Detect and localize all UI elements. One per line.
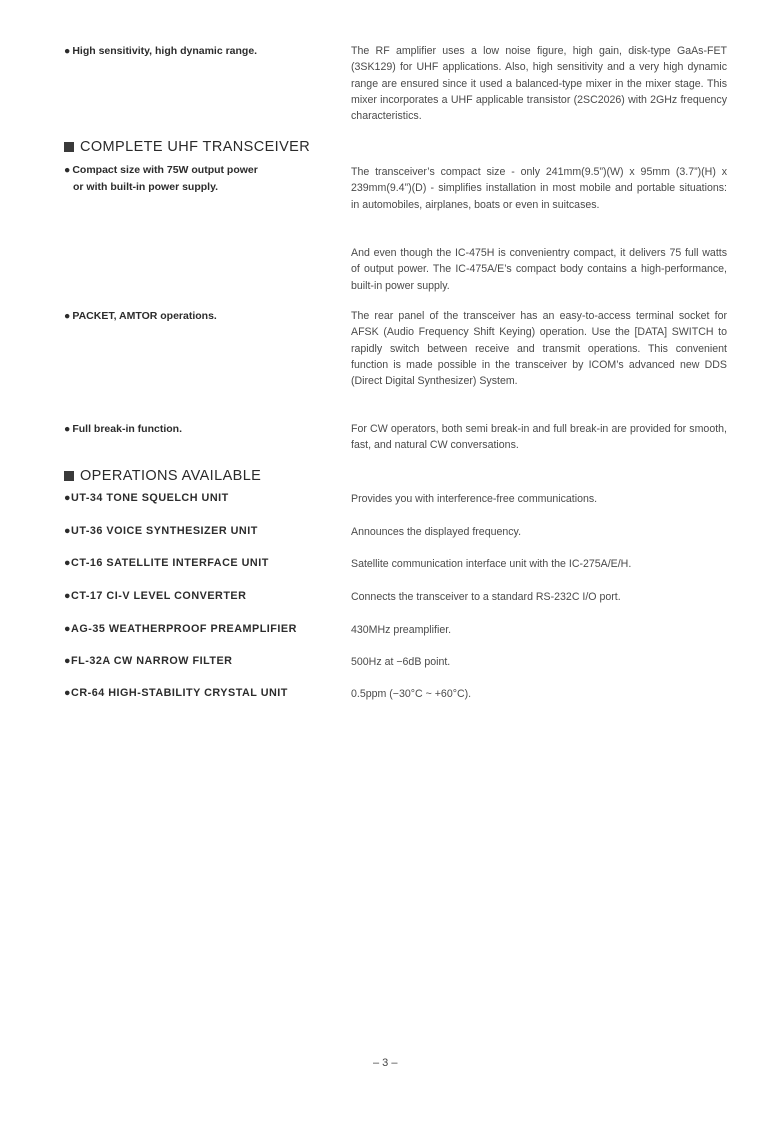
bullet-icon: ● xyxy=(64,310,71,322)
feature-compact-text-2: And even though the IC-475H is convenientry compact, it delivers 75 full watts of output power. The IC-475A/E’s compact body contains a high-performance, built-in power supply. xyxy=(351,247,727,292)
section-heading-transceiver: COMPLETE UHF TRANSCEIVER xyxy=(64,139,310,155)
list-item-desc: 500Hz at −6dB point. xyxy=(351,656,451,668)
feature-sensitivity-text: The RF amplifier uses a low noise figure, high gain, disk-type GaAs-FET (3SK129) for UHF applications. Also, high sensitivity and a very high dynamic range are ensured since it used a balanced-type mixer in the mixer stage. This mixer incorporates a UHF applicable transistor (2SC2026) with 2GHz frequency characteristics. xyxy=(351,45,727,123)
square-bullet-icon xyxy=(64,142,74,152)
feature-compact-text: The transceiver’s compact size - only 241mm(9.5”)(W) x 95mm (3.7”)(H) x 239mm(9.4”)(D) - simplifies installation in most mobile and portable situations: in automobiles, airplanes, boats or even in suitcases. xyxy=(351,166,727,211)
list-item-desc: Connects the transceiver to a standard RS-232C I/O port. xyxy=(351,591,621,603)
list-item-desc: 430MHz preamplifier. xyxy=(351,624,452,636)
list-item: ●CT-16 SATELLITE INTERFACE UNIT xyxy=(64,557,269,569)
list-item: ●UT-36 VOICE SYNTHESIZER UNIT xyxy=(64,525,258,537)
bullet-icon: ● xyxy=(64,590,72,602)
bullet-icon: ● xyxy=(64,164,71,176)
bullet-icon: ● xyxy=(64,45,71,57)
page-number: – 3 – xyxy=(373,1057,398,1069)
feature-packet-text: The rear panel of the transceiver has an easy-to-access terminal socket for AFSK (Audio Frequency Shift Keying) operation. Use the [DATA] SWITCH to rapidly switch between receive and transmit operations. This convenient function is made possible in the transceiver by ICOM’s advanced new DDS (Direct Digital Synthesizer) System. xyxy=(351,310,727,388)
feature-breakin-label: ● Full break-in function. xyxy=(64,423,183,435)
list-item-desc: Satellite communication interface unit with the IC-275A/E/H. xyxy=(351,558,632,570)
list-item: ●CT-17 CI-V LEVEL CONVERTER xyxy=(64,590,247,602)
section-heading-options: OPERATIONS AVAILABLE xyxy=(64,468,261,484)
list-item-desc: Provides you with interference-free communications. xyxy=(351,493,598,505)
feature-packet-label: ● PACKET, AMTOR operations. xyxy=(64,310,217,322)
bullet-icon: ● xyxy=(64,557,72,569)
square-bullet-icon xyxy=(64,471,74,481)
bullet-icon: ● xyxy=(64,492,72,504)
list-item: ●FL-32A CW NARROW FILTER xyxy=(64,655,233,667)
feature-sensitivity-label: ● High sensitivity, high dynamic range. xyxy=(64,45,258,57)
list-item: ●AG-35 WEATHERPROOF PREAMPLIFIER xyxy=(64,623,297,635)
list-item-desc: 0.5ppm (−30°C ~ +60°C). xyxy=(351,688,472,700)
bullet-icon: ● xyxy=(64,655,72,667)
bullet-icon: ● xyxy=(64,525,72,537)
bullet-icon: ● xyxy=(64,623,72,635)
bullet-icon: ● xyxy=(64,423,71,435)
feature-compact-label: ● Compact size with 75W output power or with built-in power supply. xyxy=(64,164,258,193)
bullet-icon: ● xyxy=(64,687,72,699)
feature-breakin-text: For CW operators, both semi break-in and full break-in are provided for smooth, fast, and natural CW conversations. xyxy=(351,423,727,452)
list-item: ●CR-64 HIGH-STABILITY CRYSTAL UNIT xyxy=(64,687,288,699)
list-item-desc: Announces the displayed frequency. xyxy=(351,526,522,538)
list-item: ●UT-34 TONE SQUELCH UNIT xyxy=(64,492,229,504)
